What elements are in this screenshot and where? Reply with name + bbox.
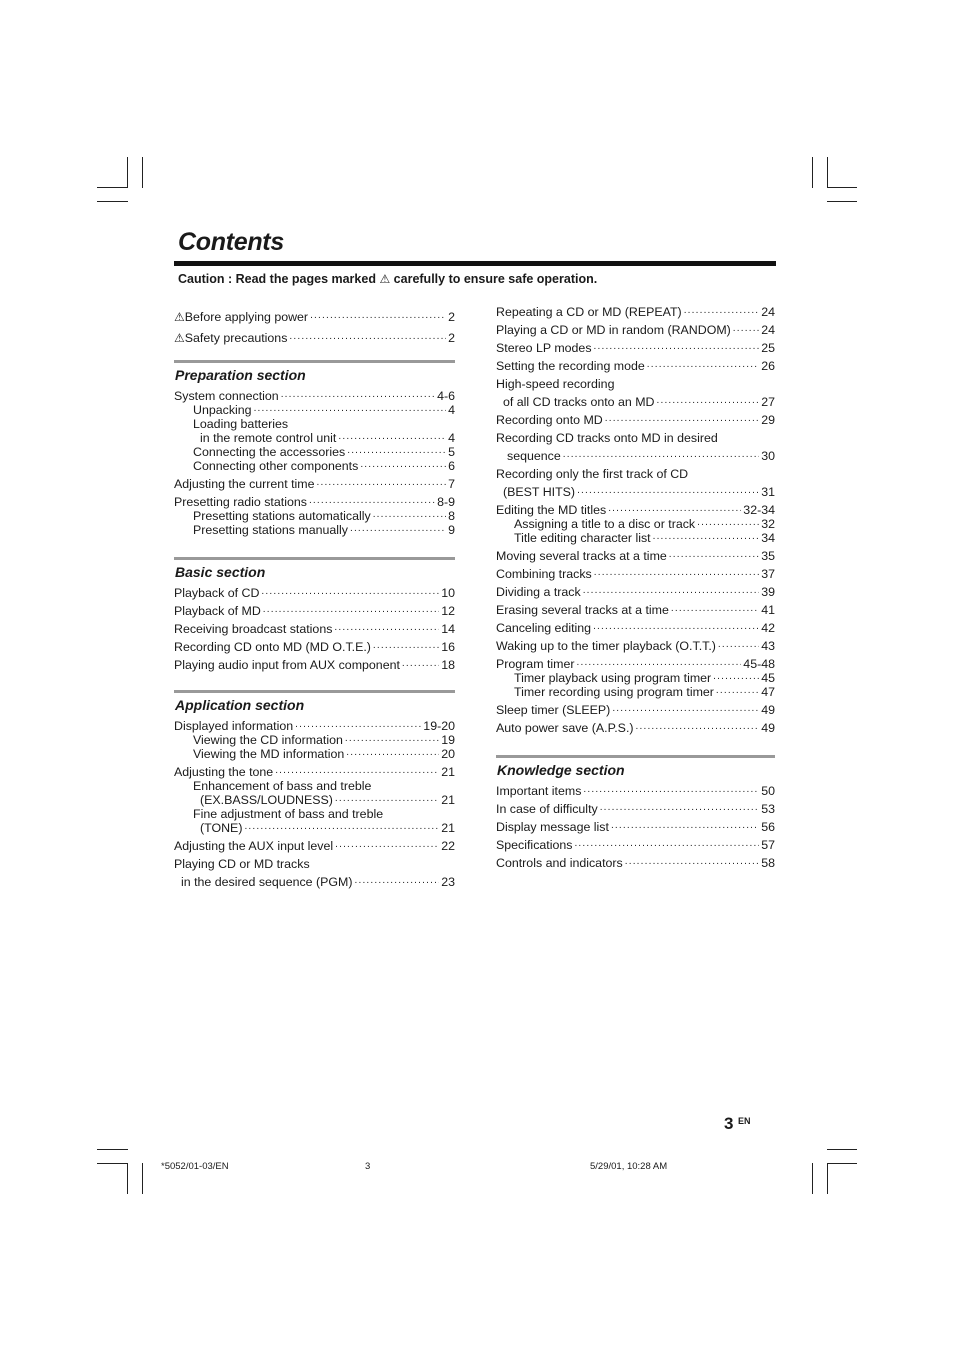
section-heading-knowledge: Knowledge section <box>497 762 625 778</box>
toc-entry[interactable] <box>174 821 455 835</box>
toc-entry-title: Playing audio input from AUX component <box>174 658 400 672</box>
toc-entry-title: Before applying power <box>184 310 309 324</box>
toc-entry-page: 56 <box>761 820 775 834</box>
toc-entry-title: Display message list <box>496 820 609 834</box>
toc-entry[interactable] <box>496 359 775 373</box>
page-language: EN <box>738 1116 751 1126</box>
toc-entry-title: Adjusting the current time <box>174 477 315 491</box>
toc-entry[interactable] <box>174 765 455 779</box>
page-title: Contents <box>178 228 284 256</box>
toc-entry-title: of all CD tracks onto an MD <box>503 395 655 409</box>
toc-entry-title: Controls and indicators <box>496 856 623 870</box>
footer-file-id: *5052/01-03/EN <box>161 1161 229 1172</box>
toc-entry-page: 2 <box>448 331 455 345</box>
toc-entry-page: 34 <box>761 531 775 545</box>
toc-entry[interactable] <box>496 341 775 355</box>
toc-entry-page: 14 <box>441 622 455 636</box>
toc-entry[interactable] <box>496 503 775 517</box>
toc-entry-page: 8 <box>448 509 455 523</box>
toc-entry[interactable] <box>174 331 455 345</box>
toc-entry-title: Repeating a CD or MD (REPEAT) <box>496 305 682 319</box>
toc-entry[interactable] <box>496 449 775 463</box>
section-rule <box>174 557 455 560</box>
toc-entry-page: 16 <box>441 640 455 654</box>
toc-entry-title: Adjusting the AUX input level <box>174 839 334 853</box>
toc-entry-page: 24 <box>761 305 775 319</box>
toc-entry-page: 53 <box>761 802 775 816</box>
toc-entry-page: 31 <box>761 485 775 499</box>
toc-entry-title: Presetting stations manually <box>193 523 348 537</box>
toc-entry-title: (TONE) <box>200 821 243 835</box>
toc-entry-page: 37 <box>761 567 775 581</box>
toc-entry[interactable] <box>496 603 775 617</box>
toc-entry-title: (BEST HITS) <box>503 485 576 499</box>
toc-entry-page: 35 <box>761 549 775 563</box>
toc-entry-page: 45-48 <box>743 657 775 671</box>
toc-entry[interactable] <box>174 445 455 459</box>
toc-entry-title: Erasing several tracks at a time <box>496 603 669 617</box>
section-heading-preparation: Preparation section <box>175 367 306 383</box>
toc-entry-page: 49 <box>761 721 775 735</box>
section-rule <box>496 755 775 758</box>
caution-text-end: carefully to ensure safe operation. <box>390 272 598 286</box>
toc-entry[interactable] <box>174 604 455 618</box>
toc-entry-title: Timer playback using program timer <box>514 671 712 685</box>
toc-entry-title: Connecting the accessories <box>193 445 346 459</box>
toc-entry-page: 12 <box>441 604 455 618</box>
toc-entry[interactable] <box>174 793 455 807</box>
toc-entry-page: 43 <box>761 639 775 653</box>
toc-entry-title: Displayed information <box>174 719 294 733</box>
toc-entry-page: 23 <box>441 875 455 889</box>
toc-entry-title: Auto power save (A.P.S.) <box>496 721 634 735</box>
toc-entry[interactable] <box>174 839 455 853</box>
toc-entry-title: Recording CD onto MD (MD O.T.E.) <box>174 640 371 654</box>
toc-entry-page: 4 <box>448 431 455 445</box>
toc-entry-page: 25 <box>761 341 775 355</box>
toc-entry-title: Setting the recording mode <box>496 359 645 373</box>
caution-text-start: Caution : Read the pages marked <box>178 272 380 286</box>
toc-entry-page: 2 <box>448 310 455 324</box>
toc-entry-page: 24 <box>761 323 775 337</box>
toc-entry-title[interactable]: Fine adjustment of bass and treble <box>193 807 384 821</box>
toc-entry[interactable] <box>174 658 455 672</box>
toc-entry-page: 39 <box>761 585 775 599</box>
warning-triangle-icon: ⚠ <box>174 331 185 345</box>
toc-entry[interactable] <box>496 784 775 798</box>
toc-entry-page: 32 <box>761 517 775 531</box>
toc-entry-title: Waking up to the timer playback (O.T.T.) <box>496 639 716 653</box>
toc-entry[interactable] <box>496 657 775 671</box>
toc-entry[interactable] <box>174 403 455 417</box>
toc-entry[interactable] <box>174 622 455 636</box>
toc-entry-page: 41 <box>761 603 775 617</box>
toc-entry-title: in the desired sequence (PGM) <box>181 875 353 889</box>
toc-entry[interactable] <box>174 719 455 733</box>
toc-entry-page: 42 <box>761 621 775 635</box>
toc-entry-title: Canceling editing <box>496 621 592 635</box>
toc-entry[interactable] <box>496 395 775 409</box>
toc-entry-page: 26 <box>761 359 775 373</box>
toc-entry-title: in the remote control unit <box>200 431 337 445</box>
toc-entry-page: 49 <box>761 703 775 717</box>
toc-entry-page: 4 <box>448 403 455 417</box>
toc-entry-page: 58 <box>761 856 775 870</box>
toc-entry[interactable] <box>174 477 455 491</box>
toc-entry-page: 7 <box>448 477 455 491</box>
toc-entry[interactable] <box>496 567 775 581</box>
toc-entry-title[interactable]: Enhancement of bass and treble <box>193 779 372 793</box>
toc-entry-title: Presetting radio stations <box>174 495 307 509</box>
toc-entry[interactable] <box>496 820 775 834</box>
toc-entry-title: Unpacking <box>193 403 252 417</box>
caution-note <box>178 272 597 286</box>
toc-entry-page: 27 <box>761 395 775 409</box>
toc-entry-title: Viewing the MD information <box>193 747 345 761</box>
toc-entry-title: Safety precautions <box>184 331 288 345</box>
toc-entry-title: Stereo LP modes <box>496 341 592 355</box>
toc-entry-page: 20 <box>441 747 455 761</box>
toc-entry[interactable] <box>174 459 455 473</box>
toc-entry-page: 30 <box>761 449 775 463</box>
title-rule <box>174 261 776 266</box>
toc-entry-page: 9 <box>448 523 455 537</box>
toc-entry-title: Playback of CD <box>174 586 260 600</box>
toc-entry-page: 29 <box>761 413 775 427</box>
toc-entry-title: Recording onto MD <box>496 413 603 427</box>
toc-entry-title: Moving several tracks at a time <box>496 549 667 563</box>
toc-entry-page: 18 <box>441 658 455 672</box>
toc-entry-title[interactable]: Playing CD or MD tracks <box>174 857 310 871</box>
toc-entry[interactable] <box>174 523 455 537</box>
toc-entry-page: 19 <box>441 733 455 747</box>
toc-entry[interactable] <box>174 509 455 523</box>
warning-triangle-icon: ⚠ <box>174 310 185 324</box>
toc-entry-title: Viewing the CD information <box>193 733 343 747</box>
toc-entry[interactable] <box>174 875 455 889</box>
section-heading-application: Application section <box>175 697 305 713</box>
toc-right-column <box>496 301 775 870</box>
warning-triangle-icon: ⚠ <box>379 272 391 286</box>
toc-entry-page: 5 <box>448 445 455 459</box>
toc-entry[interactable] <box>496 305 775 319</box>
toc-entry-title: Receiving broadcast stations <box>174 622 333 636</box>
toc-entry-title: Sleep timer (SLEEP) <box>496 703 611 717</box>
toc-entry[interactable] <box>496 517 775 531</box>
toc-entry-page: 21 <box>441 793 455 807</box>
toc-entry[interactable] <box>496 703 775 717</box>
section-rule <box>174 690 455 693</box>
toc-entry[interactable] <box>174 431 455 445</box>
toc-entry[interactable] <box>496 802 775 816</box>
toc-entry-title: Editing the MD titles <box>496 503 607 517</box>
footer-page: 3 <box>365 1161 371 1172</box>
toc-entry-title: Assigning a title to a disc or track <box>514 517 696 531</box>
toc-entry[interactable] <box>496 721 775 735</box>
toc-entry-title: Program timer <box>496 657 575 671</box>
toc-entry-title[interactable]: Loading batteries <box>193 417 289 431</box>
toc-entry-page: 57 <box>761 838 775 852</box>
toc-entry-page: 21 <box>441 821 455 835</box>
toc-entry[interactable] <box>174 733 455 747</box>
toc-entry[interactable] <box>496 585 775 599</box>
toc-entry-title: System connection <box>174 389 279 403</box>
toc-entry[interactable] <box>496 671 775 685</box>
toc-entry-title: Presetting stations automatically <box>193 509 371 523</box>
toc-entry-title: Important items <box>496 784 582 798</box>
toc-entry-title: Combining tracks <box>496 567 592 581</box>
toc-entry-page: 4-6 <box>437 389 455 403</box>
toc-entry[interactable] <box>174 310 455 324</box>
toc-entry-title: Adjusting the tone <box>174 765 274 779</box>
toc-entry-page: 45 <box>761 671 775 685</box>
toc-entry-title: Playing a CD or MD in random (RANDOM) <box>496 323 731 337</box>
footer-timestamp: 5/29/01, 10:28 AM <box>590 1161 668 1172</box>
toc-entry-page: 22 <box>441 839 455 853</box>
toc-entry[interactable] <box>496 323 775 337</box>
toc-entry-page: 19-20 <box>423 719 455 733</box>
toc-entry[interactable] <box>174 389 455 403</box>
toc-entry[interactable] <box>174 747 455 761</box>
toc-entry-title[interactable]: High-speed recording <box>496 377 615 391</box>
toc-entry-title: Timer recording using program timer <box>514 685 714 699</box>
toc-entry-page: 8-9 <box>437 495 455 509</box>
toc-entry-page: 21 <box>441 765 455 779</box>
section-heading-basic: Basic section <box>175 564 266 580</box>
toc-entry-title: In case of difficulty <box>496 802 598 816</box>
toc-entry[interactable] <box>174 495 455 509</box>
toc-entry[interactable] <box>496 856 775 870</box>
toc-entry-title: (EX.BASS/LOUDNESS) <box>200 793 333 807</box>
toc-entry-title: Dividing a track <box>496 585 581 599</box>
toc-entry-title[interactable]: Recording only the first track of CD <box>496 467 689 481</box>
toc-entry[interactable] <box>496 639 775 653</box>
toc-entry[interactable] <box>174 640 455 654</box>
toc-entry-page: 6 <box>448 459 455 473</box>
toc-entry[interactable] <box>496 413 775 427</box>
toc-entry-title: Specifications <box>496 838 573 852</box>
toc-entry-title: Playback of MD <box>174 604 261 618</box>
toc-entry-title: Connecting other components <box>193 459 359 473</box>
toc-entry-page: 10 <box>441 586 455 600</box>
toc-entry-page: 47 <box>761 685 775 699</box>
section-rule <box>174 360 455 363</box>
page-number: 3 <box>724 1114 734 1133</box>
toc-entry[interactable] <box>496 485 775 499</box>
toc-entry[interactable] <box>496 549 775 563</box>
toc-entry-page: 32-34 <box>743 503 775 517</box>
toc-entry[interactable] <box>496 531 775 545</box>
toc-entry-page: 50 <box>761 784 775 798</box>
toc-entry-title: sequence <box>507 449 561 463</box>
toc-entry[interactable] <box>174 586 455 600</box>
toc-entry[interactable] <box>496 621 775 635</box>
toc-entry[interactable] <box>496 685 775 699</box>
toc-left-column <box>174 306 455 889</box>
toc-entry-title: Title editing character list <box>514 531 651 545</box>
toc-entry[interactable] <box>496 838 775 852</box>
toc-entry-title[interactable]: Recording CD tracks onto MD in desired <box>496 431 718 445</box>
